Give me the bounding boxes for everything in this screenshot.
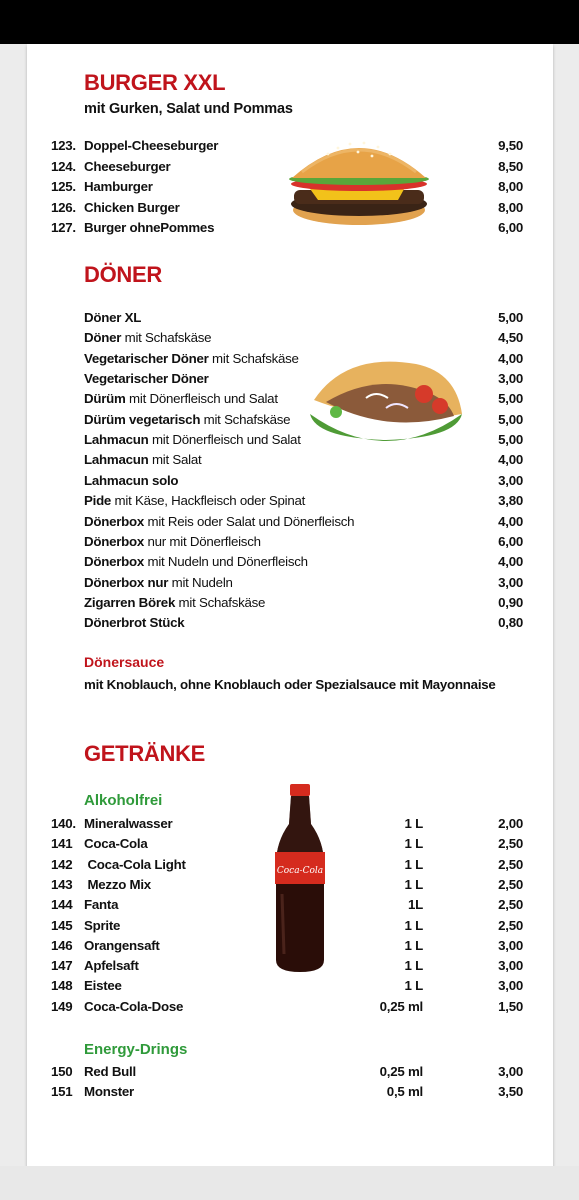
item-number: 123. [51, 138, 76, 153]
item-name: Dönerbox [84, 533, 145, 549]
item-name: Apfelsaft [84, 958, 139, 974]
item-description: mit Schafskäse [208, 350, 299, 366]
item-price: 5,00 [498, 432, 523, 448]
item-name: Cheeseburger [84, 158, 171, 174]
item-quantity: 1 L [404, 937, 423, 953]
item-number: 150 [51, 1064, 73, 1079]
item-price: 8,00 [498, 199, 523, 215]
item-name: Pide [84, 493, 112, 509]
item-price: 0,90 [498, 594, 523, 610]
item-name: Mineralwasser [84, 816, 173, 831]
item-price: 0,80 [498, 615, 523, 631]
item-number: 144 [51, 897, 73, 913]
item-description: mit Dönerfleisch und Salat [148, 432, 301, 448]
doner-item [84, 575, 233, 590]
item-price: 3,00 [498, 371, 523, 387]
item-number: 145 [51, 917, 73, 933]
item-name: Doppel-Cheeseburger [84, 138, 219, 153]
item-name: Döner XL [84, 310, 142, 325]
item-name: Zigarren Börek [84, 594, 176, 610]
item-number: 140. [51, 816, 76, 831]
item-price: 3,00 [498, 1064, 523, 1079]
item-number: 146 [51, 937, 73, 953]
item-price: 2,50 [498, 917, 523, 933]
doner-item [84, 351, 299, 366]
item-number: 147 [51, 958, 73, 974]
item-name: Döner [84, 330, 122, 346]
item-quantity: 0,25 ml [379, 1064, 423, 1079]
status-bar [0, 0, 579, 44]
alkoholfrei-title: Alkoholfrei [84, 792, 163, 809]
item-description: mit Schafskäse [200, 411, 291, 427]
item-price: 2,00 [498, 816, 523, 831]
item-name: Coca-Cola Light [84, 856, 186, 872]
doner-item [84, 514, 354, 529]
item-name: Fanta [84, 897, 119, 913]
item-quantity: 1 L [404, 917, 423, 933]
doner-item [84, 473, 178, 488]
doner-item [84, 412, 290, 427]
doner-item [84, 595, 265, 610]
item-number: 127. [51, 220, 76, 236]
item-name: Vegetarischer Döner [84, 371, 209, 387]
burger-image [288, 134, 430, 228]
item-quantity: 1 L [404, 836, 423, 852]
item-price: 2,50 [498, 897, 523, 913]
item-name: Monster [84, 1084, 134, 1100]
item-price: 8,50 [498, 158, 523, 174]
item-description: mit Nudeln und Dönerfleisch [144, 554, 308, 570]
item-number: 149 [51, 998, 73, 1014]
item-description: mit Dönerfleisch und Salat [125, 391, 278, 407]
item-name: Burger ohnePommes [84, 220, 215, 236]
drinks-section-title: GETRÄNKE [84, 741, 206, 766]
item-description: mit Schafskäse [121, 330, 212, 346]
item-price: 8,00 [498, 179, 523, 195]
doner-item [84, 534, 261, 549]
cola-bottle-image [270, 784, 330, 974]
item-price: 5,00 [498, 310, 523, 325]
item-price: 3,80 [498, 493, 523, 509]
doner-item [84, 432, 301, 447]
doner-item [84, 452, 201, 467]
doner-item [84, 615, 184, 630]
item-number: 151 [51, 1084, 73, 1100]
item-quantity: 1 L [404, 856, 423, 872]
item-name: Lahmacun [84, 432, 149, 448]
item-name: Vegetarischer Döner [84, 350, 209, 366]
item-description: nur mit Dönerfleisch [144, 533, 261, 549]
item-quantity: 0,5 ml [386, 1084, 423, 1100]
item-price: 9,50 [498, 138, 523, 153]
item-price: 3,00 [498, 472, 523, 488]
item-quantity: 1 L [404, 958, 423, 974]
item-description: mit Käse, Hackfleisch oder Spinat [111, 493, 306, 509]
item-number: 124. [51, 158, 76, 174]
item-name: Dönerbrot Stück [84, 615, 185, 631]
item-name: Red Bull [84, 1064, 136, 1079]
item-price: 4,00 [498, 513, 523, 529]
item-quantity: 1 L [404, 816, 423, 831]
doner-image [306, 358, 466, 442]
item-name: Coca-Cola [84, 836, 148, 852]
doner-sauce-title: Dönersauce [84, 654, 165, 670]
item-name: Dürüm vegetarisch [84, 411, 201, 427]
item-price: 3,00 [498, 937, 523, 953]
item-name: Lahmacun solo [84, 472, 179, 488]
item-price: 6,00 [498, 220, 523, 236]
bottle-label-text: Coca-Cola [276, 866, 324, 876]
item-quantity: 1L [407, 897, 423, 913]
item-price: 1,50 [498, 998, 523, 1014]
doner-sauce-text: mit Knoblauch, ohne Knoblauch oder Spezialsauce mit Mayonnaise [84, 677, 496, 692]
burger-section-title: BURGER XXL [84, 70, 226, 95]
item-price: 3,00 [498, 574, 523, 590]
item-description: mit Schafskäse [175, 594, 266, 610]
burger-section-subtitle: mit Gurken, Salat und Pommas [84, 101, 293, 117]
item-price: 3,00 [498, 958, 523, 974]
bottom-area [0, 1166, 579, 1200]
doner-item [84, 371, 209, 386]
item-price: 3,00 [498, 978, 523, 994]
item-price: 3,50 [498, 1084, 523, 1100]
item-price: 2,50 [498, 856, 523, 872]
doner-section-title: DÖNER [84, 262, 162, 287]
item-number: 143 [51, 876, 73, 892]
item-name: Dönerbox nur [84, 574, 169, 590]
item-number: 126. [51, 199, 76, 215]
item-price: 4,00 [498, 452, 523, 468]
item-quantity: 0,25 ml [379, 998, 423, 1014]
item-name: Dürüm [84, 391, 126, 407]
item-price: 2,50 [498, 836, 523, 852]
item-price: 6,00 [498, 533, 523, 549]
item-price: 4,00 [498, 350, 523, 366]
item-name: Lahmacun [84, 452, 149, 468]
item-price: 4,00 [498, 554, 523, 570]
item-name: Chicken Burger [84, 199, 180, 215]
doner-item [84, 493, 305, 508]
item-quantity: 1 L [404, 876, 423, 892]
item-name: Hamburger [84, 179, 153, 195]
item-name: Orangensaft [84, 937, 160, 953]
item-name: Dönerbox [84, 513, 145, 529]
item-name: Dönerbox [84, 554, 145, 570]
doner-item [84, 330, 211, 345]
item-price: 2,50 [498, 876, 523, 892]
item-number: 142 [51, 856, 73, 872]
item-description: mit Reis oder Salat und Dönerfleisch [144, 513, 355, 529]
item-name: Sprite [84, 917, 121, 933]
item-number: 141 [51, 836, 73, 852]
doner-item [84, 554, 308, 569]
item-description: mit Nudeln [168, 574, 233, 590]
item-price: 5,00 [498, 391, 523, 407]
item-name: Eistee [84, 978, 122, 994]
item-name: Coca-Cola-Dose [84, 998, 184, 1014]
item-number: 125. [51, 179, 76, 195]
item-name: Mezzo Mix [84, 876, 151, 892]
item-price: 4,50 [498, 330, 523, 346]
doner-item [84, 391, 278, 406]
doner-item [84, 310, 141, 325]
energy-title: Energy-Drings [84, 1041, 188, 1058]
item-quantity: 1 L [404, 978, 423, 994]
item-number: 148 [51, 978, 73, 994]
item-description: mit Salat [148, 452, 202, 468]
item-price: 5,00 [498, 411, 523, 427]
